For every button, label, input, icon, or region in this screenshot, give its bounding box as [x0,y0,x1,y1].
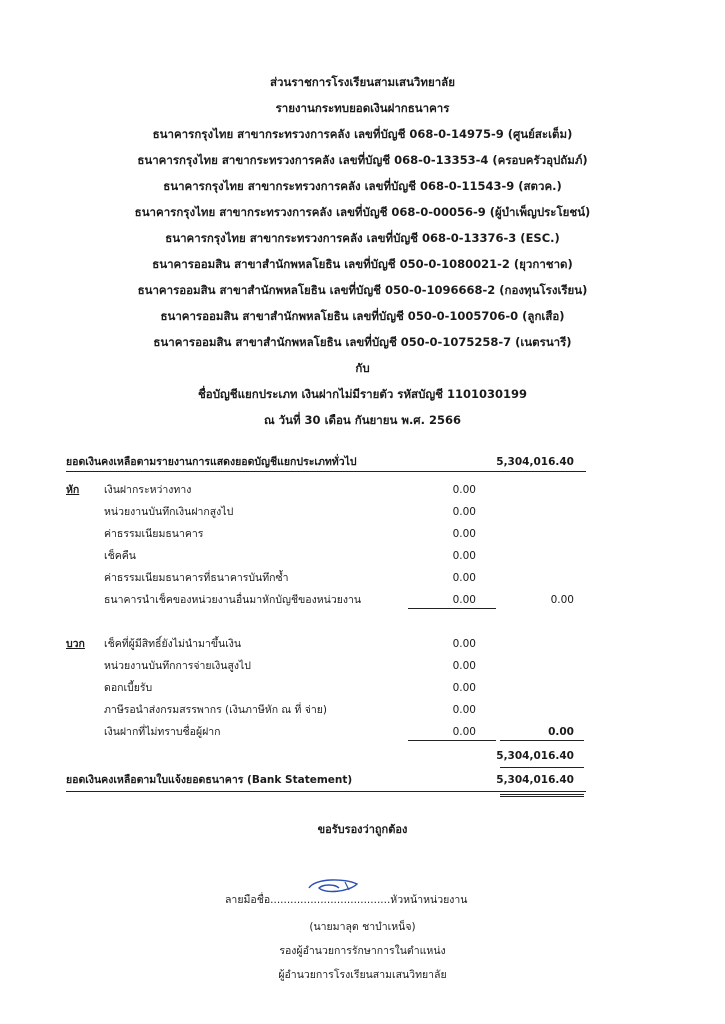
subtotal-line [408,608,496,609]
deduct-item-amount: 0.00 [452,572,476,584]
table-row [66,633,586,655]
deduct-heading: หัก [66,484,80,496]
bank-account-line: ธนาคารออมสิน สาขาสำนักพหลโยธิน เลขที่บัญชี 050-0-1096668-2 (กองทุนโรงเรียน) [137,283,588,297]
deduct-item-label: เช็คคืน [104,550,136,562]
double-underline [500,794,584,797]
ledger-account: ชื่อบัญชีแยกประเภท เงินฝากไม่มีรายตัว รหัสบัญชี 1101030199 [198,387,527,401]
deduct-item-amount: 0.00 [452,550,476,562]
deduct-item-label: เงินฝากระหว่างทาง [104,484,192,496]
report-title: รายงานกระทบยอดเงินฝากธนาคาร [275,101,450,115]
spacer [66,611,586,633]
table-row [66,677,586,699]
report-date: ณ วันที่ 30 เดือน กันยายน พ.ศ. 2566 [263,413,461,427]
deduct-item-amount: 0.00 [452,594,476,606]
ledger-balance-label: ยอดเงินคงเหลือตามรายงานการแสดงยอดบัญชีแยกประเภททั่วไป [66,456,357,468]
add-item-label: เช็คที่ผู้มีสิทธิ์ยังไม่นำมาขึ้นเงิน [104,638,242,650]
deduct-item-amount: 0.00 [452,528,476,540]
table-row [66,699,586,721]
bank-account-line: ธนาคารออมสิน สาขาสำนักพหลโยธิน เลขที่บัญชี 050-0-1005706-0 (ลูกเสือ) [160,309,565,323]
signer-position: ผู้อำนวยการโรงเรียนสามเสนวิทยาลัย [278,969,447,981]
table-row [66,545,586,567]
deduct-item-label: ค่าธรรมเนียมธนาคารที่ธนาคารบันทึกซ้ำ [104,572,289,584]
add-item-amount: 0.00 [452,726,476,738]
reconciliation-table [66,451,586,791]
ledger-balance-row [66,451,586,473]
add-item-label: เงินฝากที่ไม่ทราบชื่อผู้ฝาก [104,726,221,738]
add-item-amount: 0.00 [452,704,476,716]
subtotal-amount: 5,304,016.40 [496,750,574,762]
deduct-item-label: ธนาคารนำเช็คของหน่วยงานอื่นมาหักบัญชีของหน่วยงาน [104,594,362,606]
add-total: 0.00 [548,726,574,738]
signer-name: (นายมาลุต ชาบำเหน็จ) [309,921,416,933]
report-header [40,69,685,433]
signer-position: รองผู้อำนวยการรักษาการในตำแหน่ง [279,945,446,957]
agency-name: ส่วนราชการโรงเรียนสามเสนวิทยาลัย [270,75,455,89]
add-item-amount: 0.00 [452,682,476,694]
subtotal-line [500,767,584,768]
signature-line: ลายมือชื่อ....................................หัวหน้าหน่วยงาน [225,894,468,906]
with-label: กับ [355,361,370,375]
bank-account-line: ธนาคารออมสิน สาขาสำนักพหลโยธิน เลขที่บัญชี 050-0-1075258-7 (เนตรนารี) [153,335,572,349]
divider-line [66,471,586,472]
bank-account-line: ธนาคารกรุงไทย สาขากระทรวงการคลัง เลขที่บัญชี 068-0-00056-9 (ผู้บำเพ็ญประโยชน์) [134,205,591,219]
add-item-label: หน่วยงานบันทึกการจ่ายเงินสูงไป [104,660,251,672]
bank-account-line: ธนาคารกรุงไทย สาขากระทรวงการคลัง เลขที่บัญชี 068-0-13353-4 (ครอบครัวอุปถัมภ์) [137,153,588,167]
bank-balance-label: ยอดเงินคงเหลือตามใบแจ้งยอดธนาคาร (Bank Statement) [66,774,353,786]
add-heading: บวก [66,638,85,650]
subtotal-line [408,740,496,741]
deduct-item-amount: 0.00 [452,484,476,496]
bank-account-line: ธนาคารกรุงไทย สาขากระทรวงการคลัง เลขที่บัญชี 068-0-13376-3 (ESC.) [165,231,560,245]
table-row [66,655,586,677]
table-row [66,523,586,545]
table-row [66,501,586,523]
bank-account-line: ธนาคารกรุงไทย สาขากระทรวงการคลัง เลขที่บัญชี 068-0-11543-9 (สตวค.) [163,179,562,193]
deduct-item-label: ค่าธรรมเนียมธนาคาร [104,528,204,540]
table-row [66,479,586,501]
divider-line [66,791,586,792]
add-item-label: ภาษีรอนำส่งกรมสรรพากร (เงินภาษีหัก ณ ที่ จ่าย) [104,704,328,716]
table-row [66,567,586,589]
add-item-amount: 0.00 [452,638,476,650]
add-item-amount: 0.00 [452,660,476,672]
deduct-item-label: หน่วยงานบันทึกเงินฝากสูงไป [104,506,234,518]
table-row [66,589,586,611]
add-item-label: ดอกเบี้ยรับ [104,682,153,694]
bank-balance-row [66,769,586,791]
bank-account-line: ธนาคารออมสิน สาขาสำนักพหลโยธิน เลขที่บัญชี 050-0-1080021-2 (ยุวกาชาด) [152,257,573,271]
deduct-total: 0.00 [550,594,574,606]
deduct-item-amount: 0.00 [452,506,476,518]
certify-text: ขอรับรองว่าถูกต้อง [317,823,408,836]
bank-account-line: ธนาคารกรุงไทย สาขากระทรวงการคลัง เลขที่บัญชี 068-0-14975-9 (ศูนย์สะเต็ม) [152,127,573,141]
bank-balance-amount: 5,304,016.40 [496,774,574,786]
subtotal-line [500,740,584,741]
subtotal-row [66,745,586,767]
ledger-balance-amount: 5,304,016.40 [496,456,574,468]
